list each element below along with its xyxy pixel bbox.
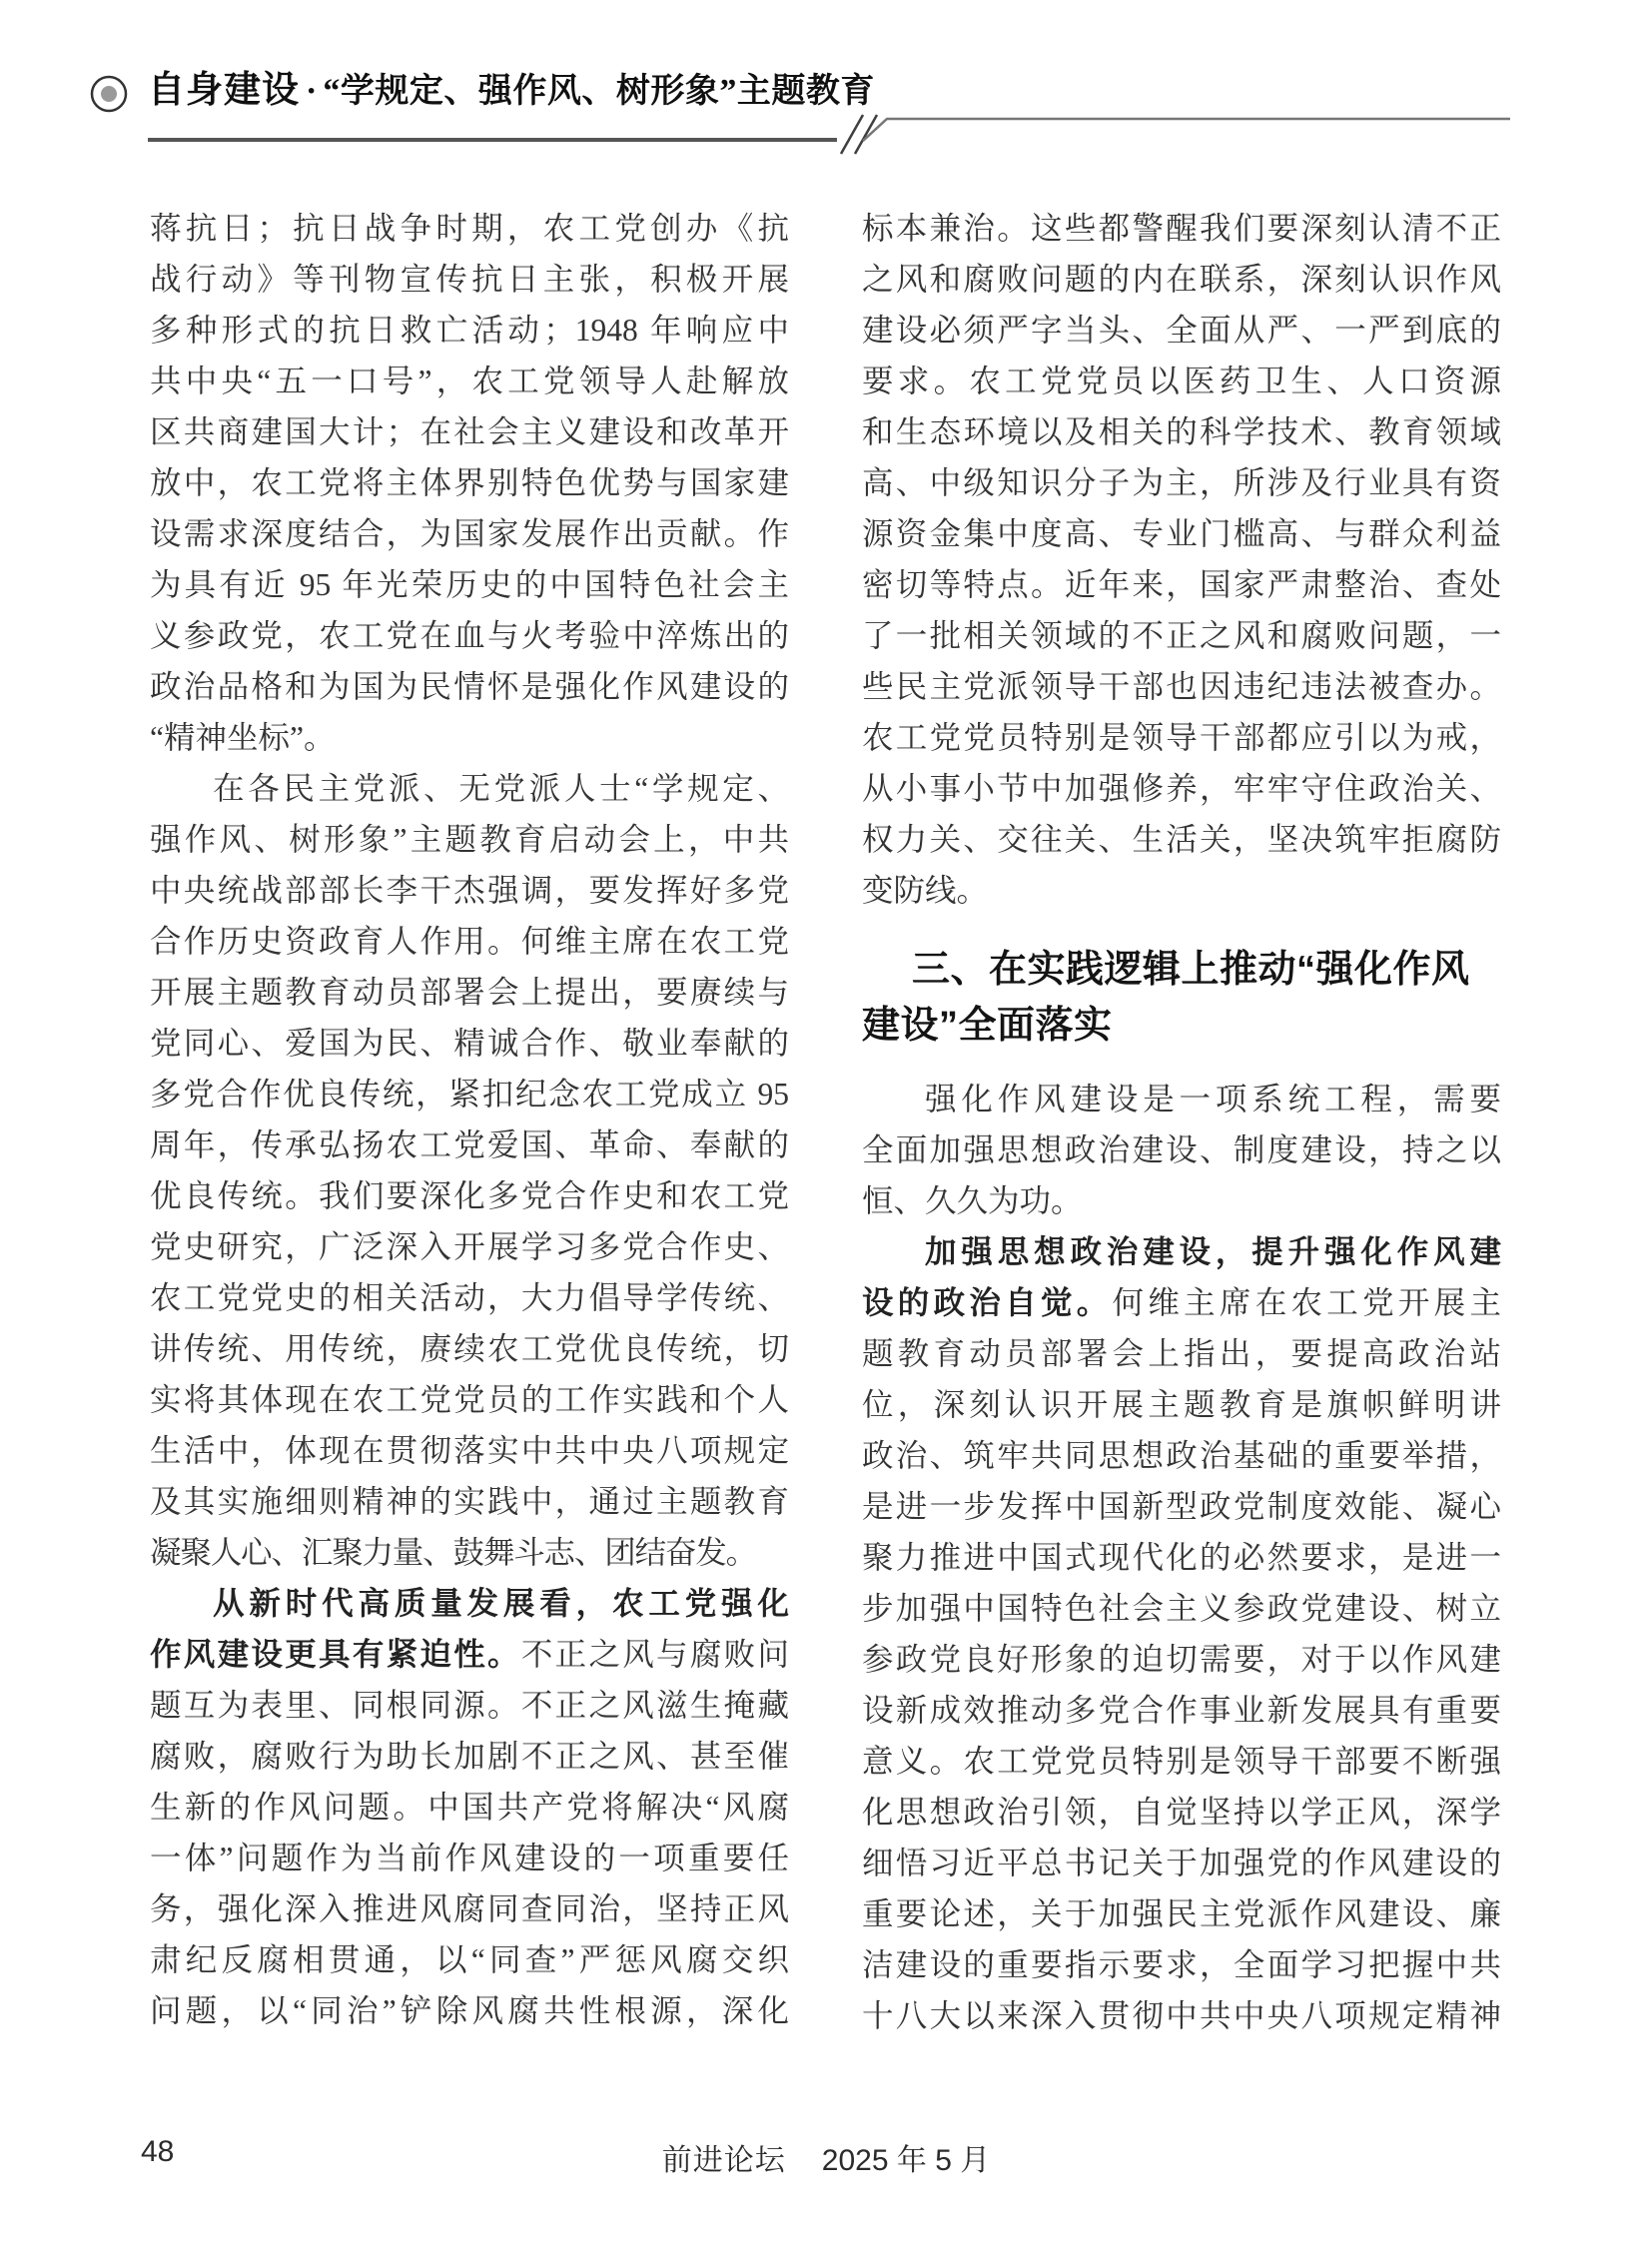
body-line: 标本兼治。这些都警醒我们要深刻认清不正 (862, 211, 1501, 246)
body-line: 题教育动员部署会上指出，要提高政治站 (862, 1336, 1501, 1371)
body-line: 题互为表里、同根同源。不正之风滋生掩藏 (150, 1688, 789, 1723)
body-line: 是进一步发挥中国新型政党制度效能、凝心 (862, 1489, 1501, 1524)
body-line: 位，深刻认识开展主题教育是旗帜鲜明讲 (862, 1387, 1501, 1422)
body-line: 问题，以“同治”铲除风腐共性根源，深化 (150, 1993, 789, 2028)
header-separator: · (306, 73, 318, 110)
body-line: 及其实施细则精神的实践中，通过主题教育 (150, 1484, 789, 1519)
text-run: 何维主席在农工党开展主 (1112, 1285, 1501, 1320)
journal-name: 前进论坛 (661, 2144, 786, 2177)
body-line: 之风和腐败问题的内在联系，深刻认识作风 (862, 262, 1501, 297)
body-line: 周年，传承弘扬农工党爱国、革命、奉献的 (150, 1127, 789, 1162)
body-line: 化思想政治引领，自觉坚持以学正风，深学 (862, 1795, 1501, 1830)
page-header (0, 0, 1652, 200)
section-heading-line2: 建设”全面落实 (862, 1005, 1113, 1047)
page-number: 48 (141, 2135, 175, 2168)
body-line: 蒋抗日；抗日战争时期，农工党创办《抗 (150, 211, 789, 246)
body-line: 一体”问题作为当前作风建设的一项重要任 (150, 1841, 789, 1875)
body-line: 些民主党派领导干部也因违纪违法被查办。 (862, 669, 1501, 704)
text-run: 不正之风与腐败问 (520, 1637, 789, 1672)
body-line: 中央统战部部长李干杰强调，要发挥好多党 (150, 873, 789, 908)
body-line: 建设必须严字当头、全面从严、一严到底的 (862, 313, 1501, 348)
column-right (862, 203, 1501, 2041)
bold-run: 设的政治自觉。 (862, 1285, 1113, 1320)
column-left (150, 203, 789, 2036)
issue-date: 2025 年 5 月 (821, 2144, 991, 2177)
body-line: 设新成效推动多党合作事业新发展具有重要 (862, 1693, 1501, 1728)
body-line: 政治、筑牢共同思想政治基础的重要举措， (862, 1438, 1501, 1473)
column-right-upper (862, 203, 1501, 916)
body-line: 密切等特点。近年来，国家严肃整治、查处 (862, 567, 1501, 602)
header-topline (863, 119, 1510, 141)
body-line: 生活中，体现在贯彻落实中共中央八项规定 (150, 1433, 789, 1468)
body-line: 战行动》等刊物宣传抗日主张，积极开展 (150, 262, 789, 297)
body-line: 多党合作优良传统，紧扣纪念农工党成立 95 (150, 1077, 789, 1112)
body-line: 实将其体现在农工党党员的工作实践和个人 (150, 1382, 789, 1417)
body-line: 设需求深度结合，为国家发展作出贡献。作 (150, 516, 789, 551)
header-title (148, 68, 875, 121)
body-line: 在各民主党派、无党派人士“学规定、 (213, 771, 789, 806)
body-line: 农工党党史的相关活动，大力倡导学传统、 (150, 1280, 789, 1315)
bullseye-dot-icon (101, 86, 117, 102)
bold-run: 作风建设更具有紧迫性。 (150, 1637, 521, 1672)
header-topic-label: “学规定、强作风、树形象”主题教育 (323, 73, 875, 110)
body-line: 优良传统。我们要深化多党合作史和农工党 (150, 1178, 789, 1213)
section-heading-line1: 三、在实践逻辑上推动“强化作风 (912, 949, 1470, 991)
footer-center (0, 2135, 1652, 2179)
body-line: 生新的作风问题。中国共产党将解决“风腐 (150, 1790, 789, 1825)
body-line: 从小事小节中加强修养，牢牢守住政治关、 (862, 771, 1501, 806)
body-line: 加强思想政治建设，提升强化作风建 (925, 1234, 1501, 1269)
body-line: 农工党党员特别是领导干部都应引以为戒， (862, 720, 1501, 755)
body-line: 了一批相关领域的不正之风和腐败问题，一 (862, 618, 1501, 653)
body-line: 党史研究，广泛深入开展学习多党合作史、 (150, 1229, 789, 1264)
body-line: 共中央“五一口号”，农工党领导人赴解放 (150, 364, 789, 398)
body-line: 强化作风建设是一项系统工程，需要 (925, 1082, 1501, 1117)
column-right-lower (862, 1074, 1501, 2041)
body-line: 政治品格和为国为民情怀是强化作风建设的 (150, 669, 789, 704)
body-line: 意义。农工党党员特别是领导干部要不断强 (862, 1744, 1501, 1779)
body-line: 合作历史资政育人作用。何维主席在农工党 (150, 924, 789, 959)
body-line: 高、中级知识分子为主，所涉及行业具有资 (862, 465, 1501, 500)
page-footer (0, 2135, 1652, 2181)
body-line: 洁建设的重要指示要求，全面学习把握中共 (862, 1947, 1501, 1982)
body-line (150, 1629, 789, 1680)
header-section-label: 自身建设 (148, 70, 300, 111)
body-line: 区共商建国大计；在社会主义建设和改革开 (150, 414, 789, 449)
body-line (862, 1277, 1501, 1328)
body-line: 讲传统、用传统，赓续农工党优良传统，切 (150, 1331, 789, 1366)
body-line: 权力关、交往关、生活关，坚决筑牢拒腐防 (862, 822, 1501, 857)
body-line: 腐败，腐败行为助长加剧不正之风、甚至催 (150, 1739, 789, 1774)
body-line: 步加强中国特色社会主义参政党建设、树立 (862, 1591, 1501, 1626)
body-line: 和生态环境以及相关的科学技术、教育领域 (862, 414, 1501, 449)
body-line: 全面加强思想政治建设、制度建设，持之以 (862, 1132, 1501, 1167)
body-line: 恒、久久为功。 (862, 1183, 1083, 1218)
body-line: 聚力推进中国式现代化的必然要求，是进一 (862, 1540, 1501, 1575)
body-line: 重要论述，关于加强民主党派作风建设、廉 (862, 1896, 1501, 1931)
body-line: 党同心、爱国为民、精诚合作、敬业奉献的 (150, 1026, 789, 1061)
body-line: 源资金集中度高、专业门槛高、与群众利益 (862, 516, 1501, 551)
body-line: 参政党良好形象的迫切需要，对于以作风建 (862, 1642, 1501, 1677)
body-line: 放中，农工党将主体界别特色优势与国家建 (150, 465, 789, 500)
body-line: 强作风、树形象”主题教育启动会上，中共 (150, 822, 789, 857)
body-line: 肃纪反腐相贯通，以“同查”严惩风腐交织 (150, 1942, 789, 1977)
body-line: 务，强化深入推进风腐同查同治，坚持正风 (150, 1891, 789, 1926)
body-line: 多种形式的抗日救亡活动；1948 年响应中 (150, 313, 789, 348)
section-heading (862, 942, 1501, 1054)
body-line: 为具有近 95 年光荣历史的中国特色社会主 (150, 567, 789, 602)
body-line: “精神坐标”。 (150, 720, 336, 755)
body-line: 细悟习近平总书记关于加强党的作风建设的 (862, 1846, 1501, 1880)
body-line: 变防线。 (862, 873, 989, 908)
body-line: 十八大以来深入贯彻中共中央八项规定精神 (862, 1998, 1501, 2033)
body-line: 凝聚人心、汇聚力量、鼓舞斗志、团结奋发。 (150, 1535, 757, 1570)
body-line: 义参政党，农工党在血与火考验中淬炼出的 (150, 618, 789, 653)
body-line: 从新时代高质量发展看，农工党强化 (213, 1586, 789, 1621)
body-line: 开展主题教育动员部署会上提出，要赓续与 (150, 975, 789, 1010)
body-line: 要求。农工党党员以医药卫生、人口资源 (862, 364, 1501, 398)
